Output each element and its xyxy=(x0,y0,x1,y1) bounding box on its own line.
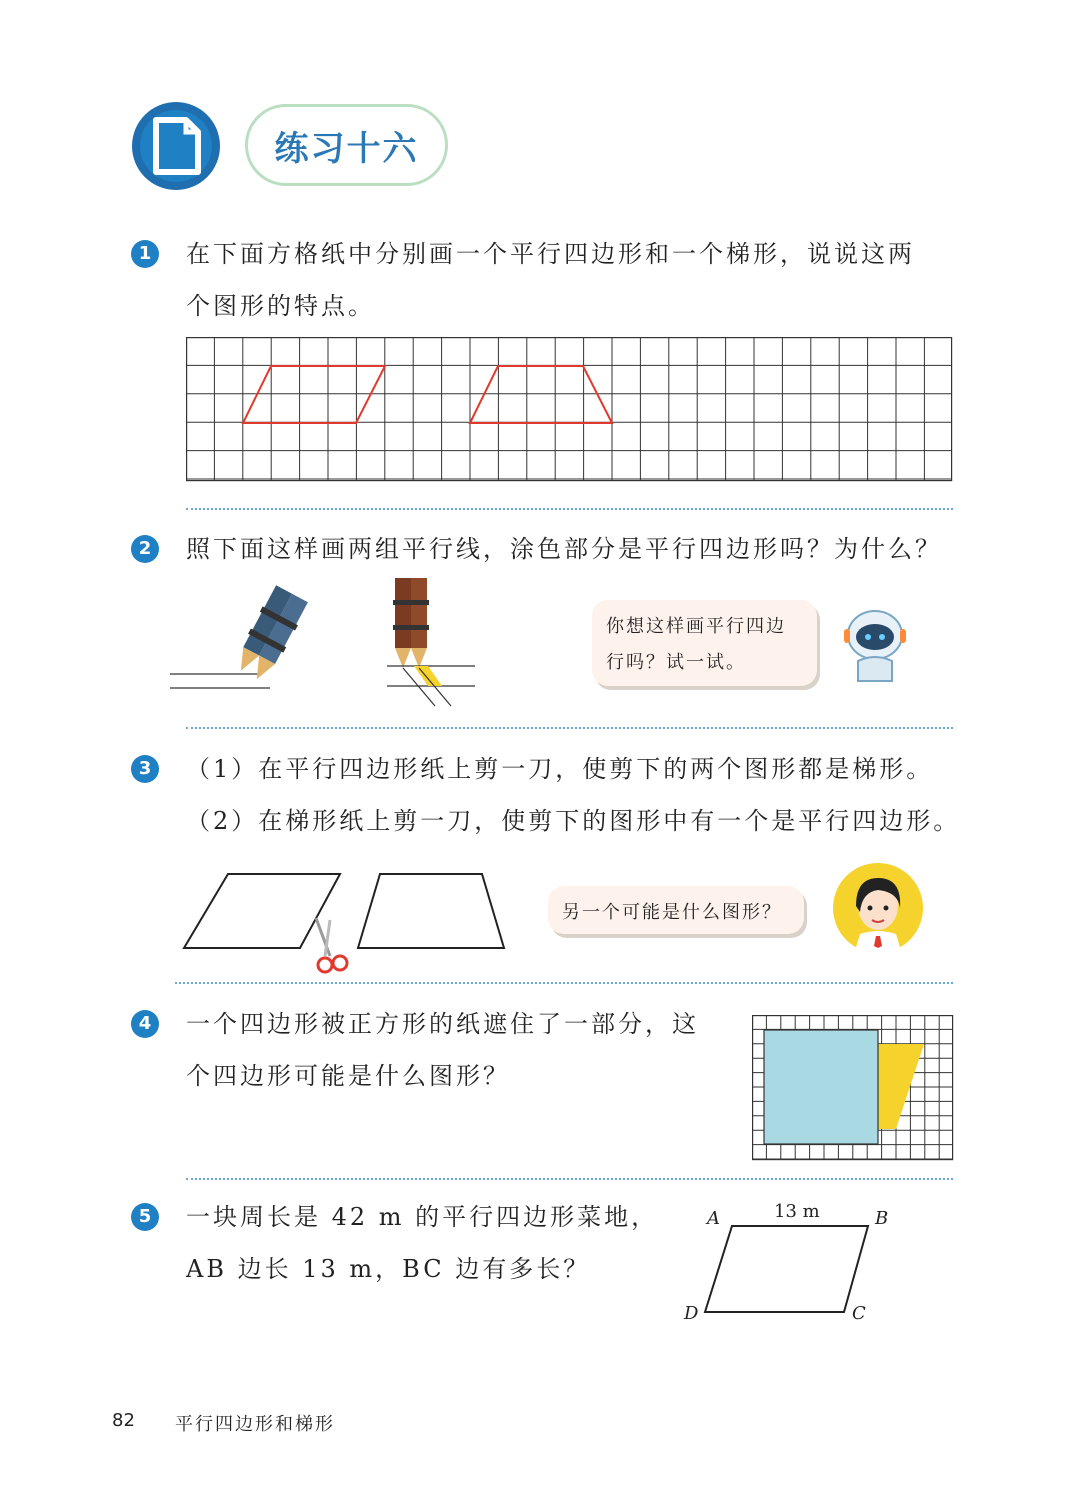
question-2-number: 2 xyxy=(131,535,159,563)
bubble-line2: 行吗？试一试。 xyxy=(606,652,746,673)
bubble-line1: 你想这样画平行四边 xyxy=(606,616,786,637)
girl-avatar xyxy=(832,862,924,954)
question-4-number: 4 xyxy=(131,1010,159,1038)
robot-speech-bubble xyxy=(592,600,817,686)
question-4-text xyxy=(186,998,699,1102)
question-5-number: 5 xyxy=(131,1203,159,1231)
page-number: 82 xyxy=(112,1410,135,1431)
robot-avatar xyxy=(840,605,910,685)
vertex-c-label: C xyxy=(852,1303,866,1324)
question-5-line1: 一块周长是 42 m 的平行四边形菜地， xyxy=(186,1203,659,1231)
vertex-a-label: A xyxy=(707,1208,720,1229)
vertex-d-label: D xyxy=(684,1303,699,1324)
question-3-number: 3 xyxy=(131,755,159,783)
document-icon xyxy=(130,100,222,192)
pencils-illustration xyxy=(165,570,495,710)
divider-4 xyxy=(186,1178,953,1180)
question-4-line1: 一个四边形被正方形的纸遮住了一部分，这 xyxy=(186,1010,699,1038)
question-1-line2: 个图形的特点。 xyxy=(186,292,375,320)
red-parallelogram xyxy=(243,366,385,423)
scissors-icon xyxy=(316,918,347,972)
question-2-text: 照下面这样画两组平行线，涂色部分是平行四边形吗？为什么？ xyxy=(186,535,942,563)
divider-1 xyxy=(186,508,953,510)
girl-bubble-text: 另一个可能是什么图形？ xyxy=(562,902,782,923)
girl-speech-bubble xyxy=(548,886,804,934)
question-1-line1: 在下面方格纸中分别画一个平行四边形和一个梯形，说说这两 xyxy=(186,240,915,268)
ab-length-label: 13 m xyxy=(774,1201,820,1222)
question-4-line2: 个四边形可能是什么图形？ xyxy=(186,1062,510,1090)
vertex-b-label: B xyxy=(875,1208,889,1229)
chapter-title: 平行四边形和梯形 xyxy=(175,1414,335,1435)
red-trapezoid xyxy=(470,366,612,423)
trapezoid-paper xyxy=(358,874,504,948)
q1-grid-paper xyxy=(186,337,953,482)
question-3-line1: （1）在平行四边形纸上剪一刀，使剪下的两个图形都是梯形。 xyxy=(186,755,934,783)
covering-square xyxy=(764,1030,878,1144)
question-5-text xyxy=(186,1191,658,1295)
question-1-text xyxy=(186,228,915,332)
question-5-line2: AB 边长 13 m，BC 边有多长？ xyxy=(186,1255,591,1283)
q4-grid-figure xyxy=(752,1015,954,1161)
q3-shapes xyxy=(180,868,510,980)
question-3-line2: （2）在梯形纸上剪一刀，使剪下的图形中有一个是平行四边形。 xyxy=(186,807,961,835)
divider-3 xyxy=(175,982,953,984)
page-title xyxy=(245,104,448,186)
question-3-text xyxy=(186,743,960,847)
page-title-text: 练习十六 xyxy=(274,128,419,169)
header-icon-badge xyxy=(130,100,222,196)
question-1-number: 1 xyxy=(131,240,159,268)
divider-2 xyxy=(186,727,953,729)
parallelogram-paper xyxy=(184,874,340,948)
